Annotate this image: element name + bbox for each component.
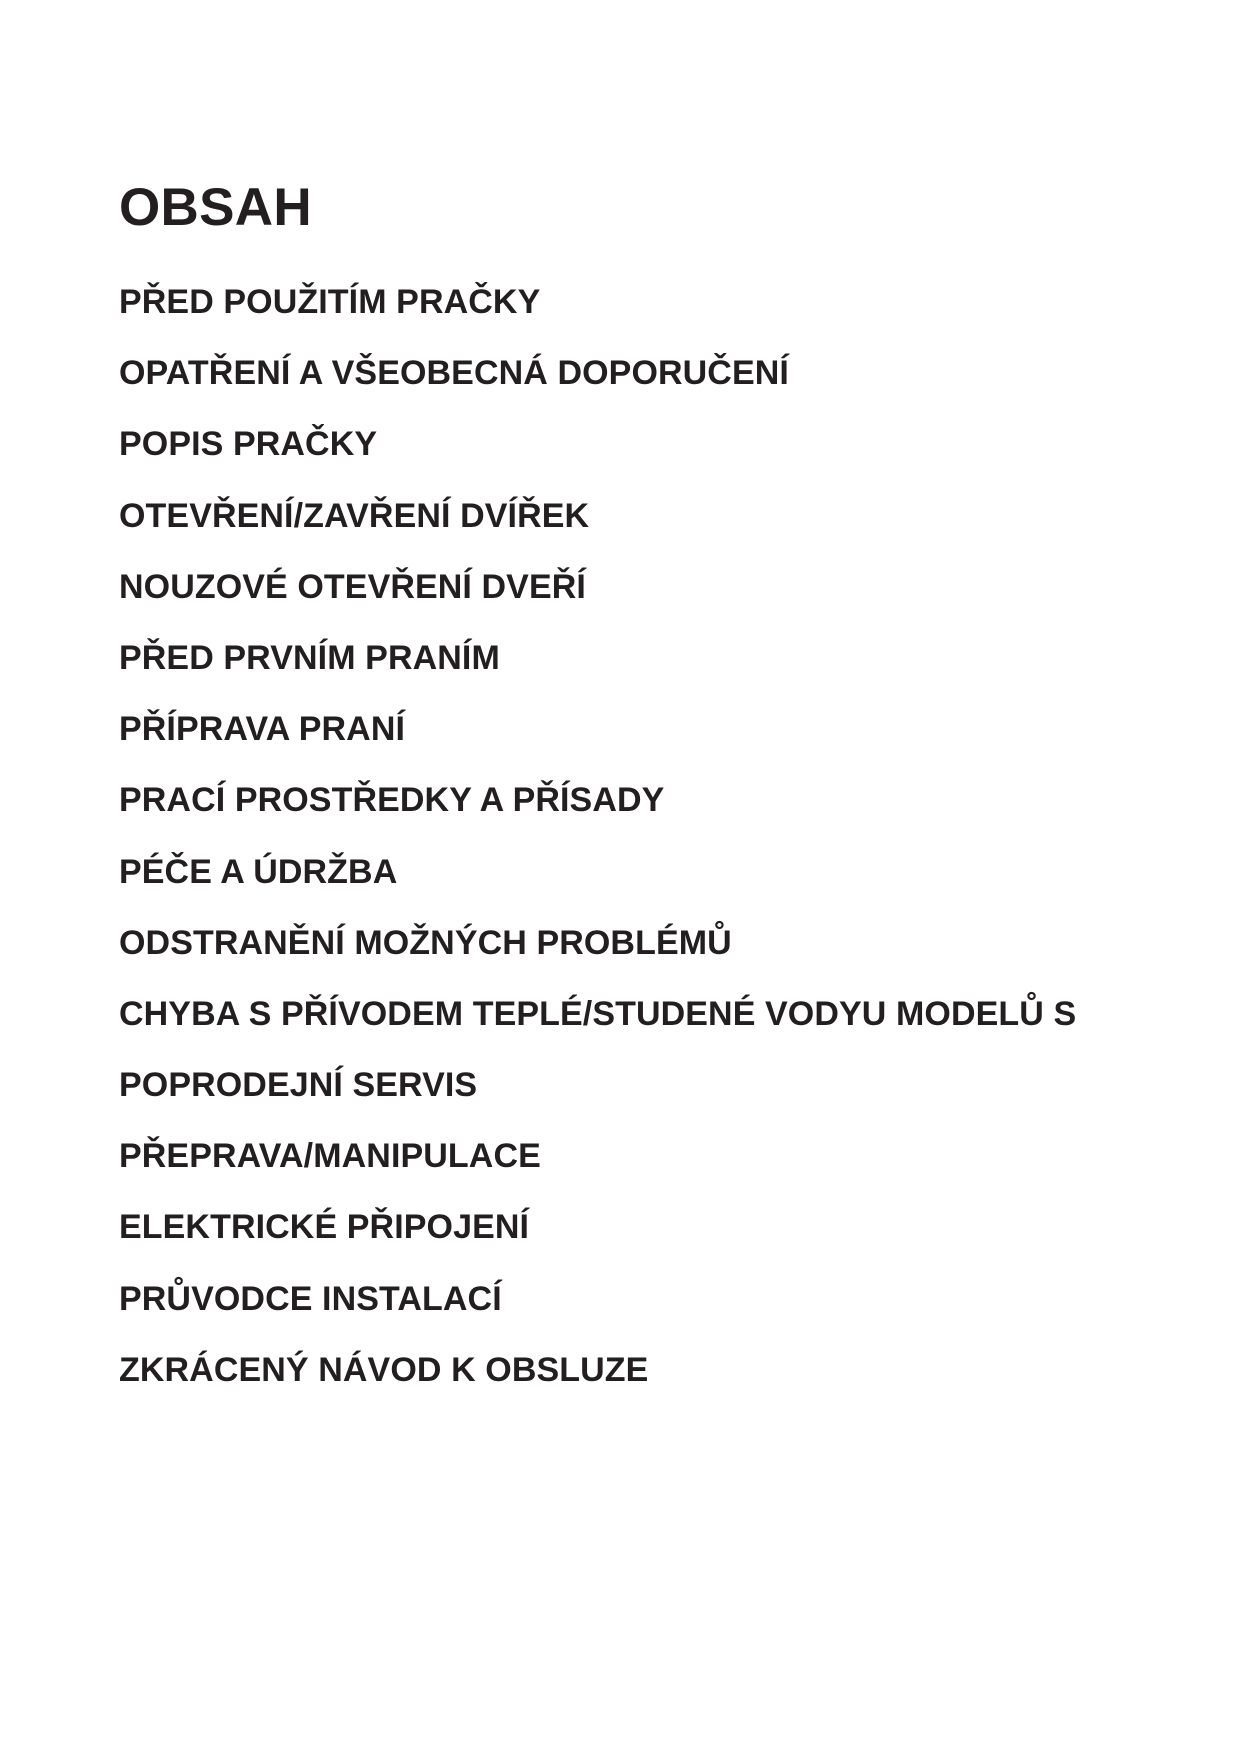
toc-item: OTEVŘENÍ/ZAVŘENÍ DVÍŘEK	[119, 496, 590, 535]
toc-item: ODSTRANĚNÍ MOŽNÝCH PROBLÉMŮ	[119, 923, 732, 962]
toc-item: POPIS PRAČKY	[119, 425, 378, 464]
toc-item: OPATŘENÍ A VŠEOBECNÁ DOPORUČENÍ	[119, 354, 789, 393]
toc-item: PŘED PRVNÍM PRANÍM	[119, 638, 500, 677]
toc-item: ZKRÁCENÝ NÁVOD K OBSLUZE	[119, 1350, 649, 1389]
toc-item: PŘÍPRAVA PRANÍ	[119, 710, 406, 749]
toc-item: POPRODEJNÍ SERVIS	[119, 1066, 478, 1105]
toc-item: PRŮVODCE INSTALACÍ	[119, 1279, 502, 1318]
toc-item: PRACÍ PROSTŘEDKY A PŘÍSADY	[119, 781, 665, 820]
toc-item: ELEKTRICKÉ PŘIPOJENÍ	[119, 1208, 530, 1247]
toc-item: NOUZOVÉ OTEVŘENÍ DVEŘÍ	[119, 567, 586, 606]
toc-item: PŘEPRAVA/MANIPULACE	[119, 1137, 541, 1176]
toc-item: PŘED POUŽITÍM PRAČKY	[119, 283, 541, 321]
toc-item: CHYBA S PŘÍVODEM TEPLÉ/STUDENÉ VODYU MODELŮ S	[119, 994, 1077, 1033]
table-of-contents	[119, 276, 1179, 1415]
page-title: OBSAH	[119, 178, 312, 237]
toc-item: PÉČE A ÚDRŽBA	[119, 852, 398, 891]
